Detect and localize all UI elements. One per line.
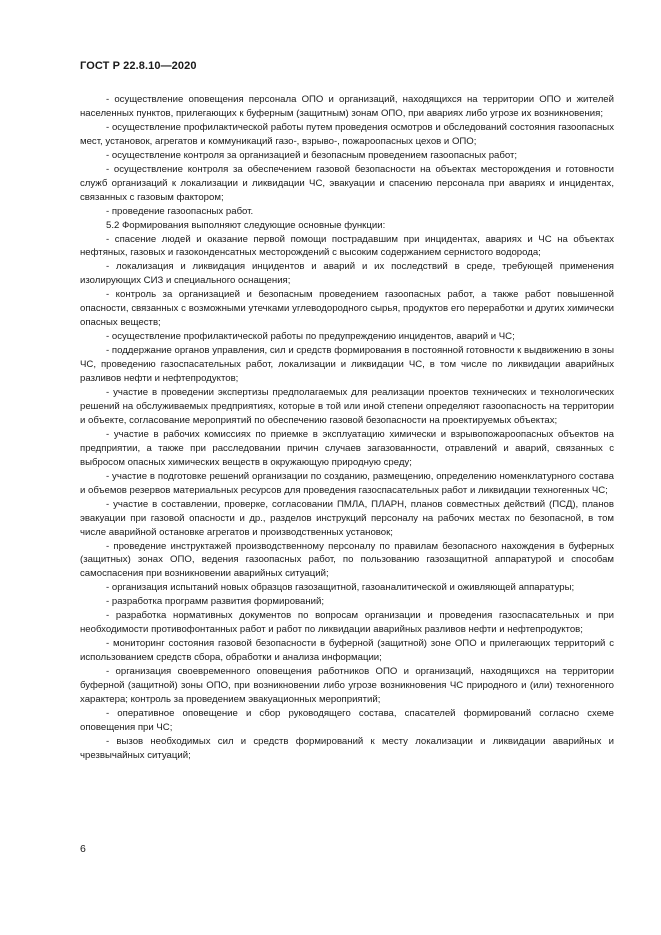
paragraph: - локализация и ликвидация инцидентов и аварий и их последствий в среде, требующей применения изолирующих СИЗ и специального оснащения; [80,261,614,287]
paragraph: - осуществление оповещения персонала ОПО и организаций, находящихся на территории ОПО и жителей населенных пунктов, прилегающих к буферным (защитным) зонам ОПО, при авариях либо угрозе их возникновения; [80,94,614,119]
document-body [80,93,614,763]
paragraph: - осуществление контроля за обеспечением газовой безопасности на объектах месторождения и готовности служб организаций к локализации и ликвидации ЧС, эвакуации и спасению персонала при авариях и инцидентах, связанных с газовым фактором; [80,163,614,203]
paragraph: - разработка нормативных документов по вопросам организации и проведения газоспасательных и при необходимости противофонтанных работ и работ по ликвидации аварийных разливов нефти и нефтепродуктов; [80,610,614,636]
paragraph: - проведение газоопасных работ. [106,205,254,217]
paragraph: - организация своевременного оповещения работников ОПО и организаций, находящихся на территории буферной (защитной) зоны ОПО, при возникновении либо угрозе возникновения ЧС природного и (или) техногенного характера; контроль за проведением эвакуационных мероприятий; [80,666,614,705]
paragraph: - спасение людей и оказание первой помощи пострадавшим при инцидентах, авариях и ЧС на объектах нефтяных, газовых и газоконденсатных месторождений с высоким содержанием сернистого водорода; [80,233,614,259]
paragraph: - оперативное оповещение и сбор руководящего состава, спасателей формирований согласно схеме оповещения при ЧС; [80,707,614,733]
paragraph: - осуществление профилактической работы по предупреждению инцидентов, аварий и ЧС; [106,331,515,343]
paragraph: - поддержание органов управления, сил и средств формирования в постоянной готовности к выдвижению в зоны ЧС, проведению газоспасательных работ, локализации и ликвидации ЧС, в том числе по ликвидации аварийных разливов нефти и нефтепродуктов; [80,345,614,385]
paragraph: - участие в составлении, проверке, согласовании ПМЛА, ПЛАРН, планов совместных действий (ПСД), планов эвакуации при газовой опасности и др., разделов инструкций персоналу на рабочих местах по безопасной, в том числе аварийной остановке агрегатов и производственных установок; [80,498,614,538]
paragraph: - участие в подготовке решений организации по созданию, размещению, определению номенклатурного состава и объемов резервов материальных ресурсов для проведения газоспасательных работ и ликвидации техногенных ЧС; [80,470,614,496]
document-header: ГОСТ Р 22.8.10—2020 [80,60,197,72]
paragraph: - организация испытаний новых образцов газозащитной, газоаналитической и оживляющей аппаратуры; [106,582,575,594]
paragraph: - мониторинг состояния газовой безопасности в буферной (защитной) зоне ОПО и прилегающих территорий с использованием средств сбора, обработки и анализа информации; [80,638,614,664]
paragraph: - участие в проведении экспертизы предполагаемых для реализации проектов технических и технологических решений на обслуживаемых предприятиях, которые в той или иной степени определяют газоопасность на территории и объекте, согласование мероприятий по обеспечению газовой безопасности на проектируемых объектах; [80,387,614,426]
paragraph: - осуществление профилактической работы путем проведения осмотров и обследований состояния газоопасных мест, установок, агрегатов и коммуникаций газо-, взрыво-, пожароопасных цехов и ОПО; [80,121,614,147]
paragraph: - контроль за организацией и безопасным проведением газоопасных работ, а также работ повышенной опасности, связанных с возможными утечками углеводородного сырья, продуктов его переработки и других химически опасных веществ; [80,289,614,329]
page-number: 6 [80,843,86,855]
paragraph: - осуществление контроля за организацией и безопасным проведением газоопасных работ; [106,149,518,161]
paragraph: - проведение инструктажей производственному персоналу по правилам безопасного нахождения в буферных (защитных) зонах ОПО, ведения газоопасных работ, по пользованию газозащитной аппаратурой и способам самоспасения при возникновении аварийных ситуаций; [80,540,614,580]
paragraph: - вызов необходимых сил и средств формирований к месту локализации и ликвидации аварийных и чрезвычайных ситуаций; [80,735,614,761]
paragraph: - разработка программ развития формирований; [106,596,325,608]
paragraph: - участие в рабочих комиссиях по приемке в эксплуатацию химически и взрывопожароопасных объектов на предприятии, а также при расследовании причин случаев загазованности, отравлений и аварий, связанных с выбросом опасных химических веществ в окружающую природную среду; [80,428,614,468]
section-heading: 5.2 Формирования выполняют следующие основные функции: [106,219,386,231]
